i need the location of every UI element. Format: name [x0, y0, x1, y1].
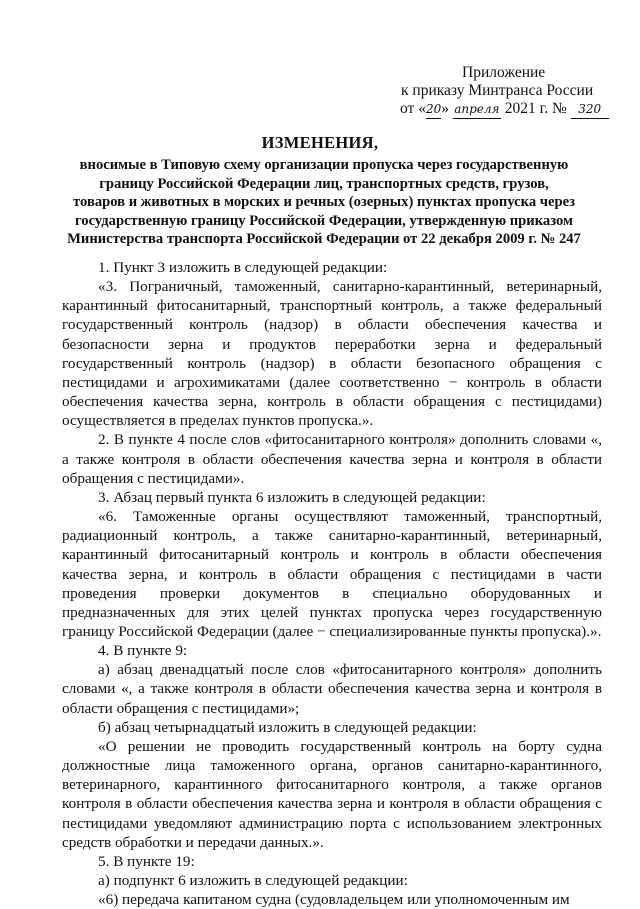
paragraph: 4. В пункте 9: — [98, 642, 188, 660]
document-title: ИЗМЕНЕНИЯ, — [261, 133, 379, 152]
date-quote: » — [441, 100, 449, 117]
paragraph: а) абзац двенадцатый после слов «фитосанитарного контроля» дополнить словами «, а также контроля в области обеспечения качества зерна и контроля в области обращения с пестицидами»; — [62, 661, 602, 717]
subtitle-line: государственную границу Российской Федерации, утвержденную приказом — [75, 212, 573, 229]
subtitle-line: вносимые в Типовую схему организации пропуска через государственную — [79, 157, 569, 173]
handwritten-month: апреля — [453, 100, 501, 119]
paragraph: «6) передача капитаном судна (судовладельцем или уполномоченным им — [98, 891, 570, 909]
handwritten-order-number: 320 — [571, 100, 609, 119]
appendix-label: Приложение — [462, 64, 546, 81]
paragraph: «О решении не проводить государственный контроль на борту судна должностные лица таможенного органа, органов санитарно-карантинного, ветеринарного, карантинного фитосанитарного контроля, а также органов контроля в области обеспечения качества зерна и контроля в области обращения с пестицидами уведомляют администрацию порта с использованием электронных средств обработки и передачи данных.». — [62, 737, 602, 851]
paragraph: «6. Таможенные органы осуществляют таможенный, транспортный, радиационный контроль, а также санитарно-карантинный, ветеринарный, карантинный фитосанитарный контроль и контроль в области обеспечения качества зерна, и контроль в области обращения с пестицидами в части проведения проверки документов в специально оборудованных и предназначенных для этих целей пунктах пропуска через государственную границу Российской Федерации (далее − специализированные пункты пропуска).». — [62, 508, 602, 640]
subtitle-line: границу Российской Федерации лиц, транспортных средств, грузов, — [99, 175, 549, 192]
paragraph: 1. Пункт 3 изложить в следующей редакции: — [98, 259, 388, 276]
appendix-header — [400, 64, 620, 119]
paragraph: а) подпункт 6 изложить в следующей редакции: — [98, 872, 408, 889]
paragraph: б) абзац четырнадцатый изложить в следующей редакции: — [98, 718, 477, 736]
paragraph: «3. Пограничный, таможенный, санитарно-карантинный, ветеринарный, карантинный фитосанитарный, транспортный контроль, а также федеральный государственный контроль (надзор) в области обеспечения качества и безопасности зерна и продуктов переработки зерна и федеральный государственный контроль (надзор) в области безопасного обращения с пестицидами и агрохимикатами (далее соответственно − контроль в области обеспечения качества зерна, контроль в области обращения с пестицидами) осуществляется в пределах пунктов пропуска.». — [62, 278, 602, 430]
document-body — [62, 258, 602, 909]
paragraph: 3. Абзац первый пункта 6 изложить в следующей редакции: — [98, 488, 486, 506]
document-subtitle — [60, 156, 588, 249]
order-year: 2021 г. № — [504, 100, 567, 117]
paragraph: 2. В пункте 4 после слов «фитосанитарного контроля» дополнить словами «, а также контроля в области обеспечения качества зерна и контроля в области обращения с пестицидами». — [62, 431, 602, 487]
paragraph: 5. В пункте 19: — [98, 852, 195, 870]
order-reference: к приказу Минтранса России — [401, 82, 594, 99]
subtitle-line: Министерства транспорта Российской Федерации от 22 декабря 2009 г. № 247 — [67, 231, 581, 248]
order-date-line — [400, 100, 620, 119]
date-prefix: от « — [400, 100, 426, 117]
handwritten-day: 20 — [426, 100, 441, 119]
subtitle-line: товаров и животных в морских и речных (озерных) пунктах пропуска через — [73, 194, 575, 211]
